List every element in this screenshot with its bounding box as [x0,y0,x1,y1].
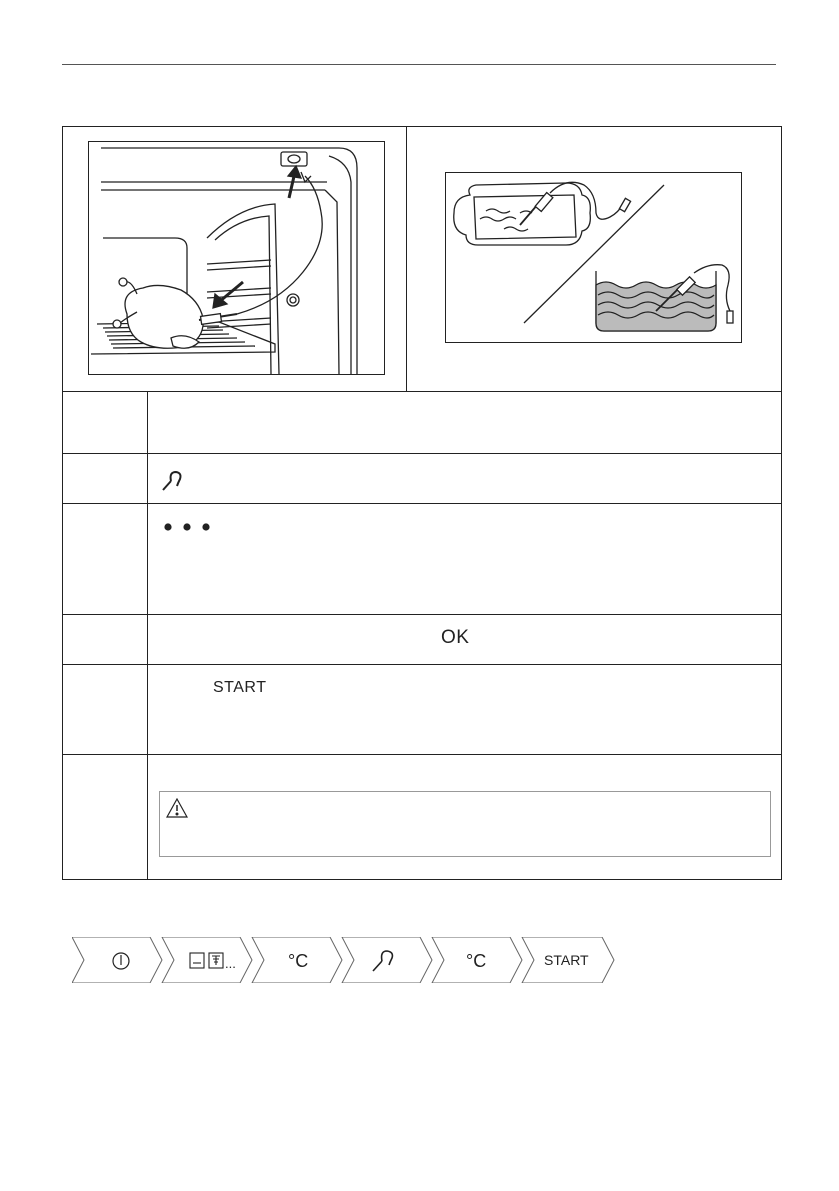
illustration-row [63,127,781,392]
step-text [149,391,781,453]
step-row-2 [63,454,781,504]
celsius-icon: °C [466,951,487,971]
header-rule [62,64,776,65]
flow-step-4 [342,937,432,983]
celsius-icon: °C [288,951,309,971]
step-row-3 [63,504,781,615]
three-dots-icon [163,522,211,532]
illustration-cell-oven [63,127,407,391]
probe-icon [161,470,183,492]
step-row-4 [63,615,781,665]
warning-box [159,791,771,857]
flow-step-2 [162,937,252,983]
step-row-5 [63,665,781,755]
more-modes-ellipsis: ... [225,956,236,971]
dish-probe-illustration [445,172,742,343]
step-number [63,615,148,664]
step-row-6 [63,755,781,879]
step-number [63,665,148,754]
ok-button-label: OK [441,627,470,648]
oven-probe-illustration [88,141,385,375]
step-row-1 [63,391,781,454]
instruction-table [62,126,782,880]
warning-triangle-icon [166,798,188,818]
step-number [63,504,148,614]
start-label: START [544,952,589,968]
step-number [63,755,148,879]
step-number [63,454,148,503]
operation-flow [72,937,616,983]
illustration-cell-dish [407,127,781,391]
step-number [63,391,148,453]
start-button-label: START [213,679,267,696]
flow-step-1 [72,937,162,983]
